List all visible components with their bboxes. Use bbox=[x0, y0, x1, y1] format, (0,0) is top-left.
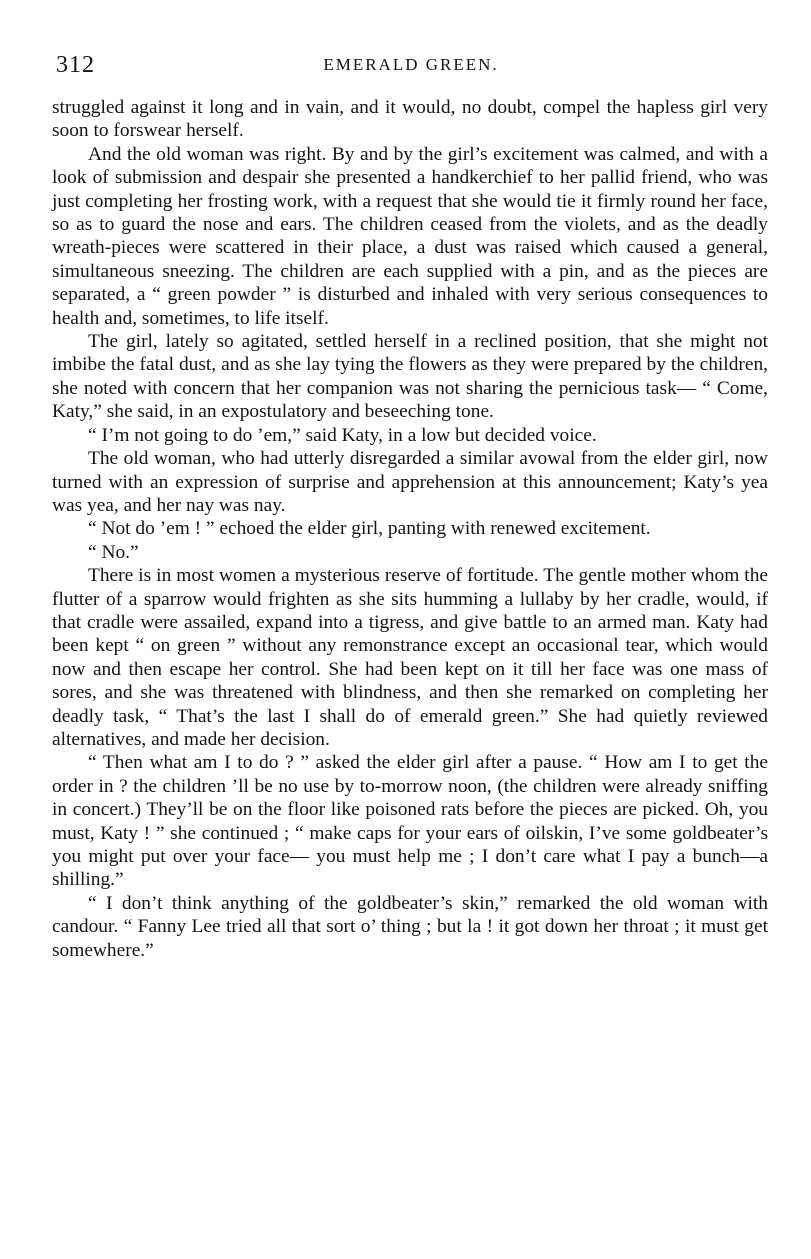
body-text bbox=[52, 96, 768, 962]
paragraph: struggled against it long and in vain, and it would, no doubt, compel the hapless girl very soon to forswear herself. bbox=[52, 97, 768, 142]
page-number: 312 bbox=[56, 52, 95, 78]
paragraph: The girl, lately so agitated, settled herself in a reclined position, that she might not imbibe the fatal dust, and as she lay tying the flowers as they were prepared by the children, she noted with concern that her companion was not sharing the pernicious task— “ Come, Katy,” she said, in an expostulatory and beseeching tone. bbox=[52, 331, 768, 423]
paragraph: “ I’m not going to do ’em,” said Katy, in a low but decided voice. bbox=[88, 424, 597, 446]
paragraph: And the old woman was right. By and by the girl’s excitement was calmed, and with a look of submission and despair she presented a handkerchief to her pallid friend, who was just completing her frosting work, with a request that she would tie it firmly round her face, so as to guard the nose and ears. The children ceased from the violets, and as the deadly wreath-pieces were scattered in their place, a dust was raised which caused a general, simultaneous sneezing. The children are each supplied with a pin, and as the pieces are separated, a “ green powder ” is disturbed and inhaled with very serious consequences to health and, sometimes, to life itself. bbox=[52, 143, 768, 329]
page-header bbox=[56, 48, 766, 82]
paragraph: “ Then what am I to do ? ” asked the elder girl after a pause. “ How am I to get the order in ? the children ’ll be no use by to-morrow noon, (the children were already sniffing in concert.) They’ll be on the floor like poisoned rats before the pieces are picked. Oh, you must, Katy ! ” she continued ; “ make caps for your ears of oilskin, I’ve some goldbeater’s you might put over your face— you must help me ; I don’t care what I pay a bunch—a shilling.” bbox=[52, 752, 768, 891]
paragraph: “ No.” bbox=[88, 541, 139, 563]
paragraph: There is in most women a mysterious reserve of fortitude. The gentle mother whom the flutter of a sparrow would frighten as she sits humming a lullaby by her cradle, would, if that cradle were assailed, expand into a tigress, and give battle to an armed man. Katy had been kept “ on green ” without any remonstrance except an occasional tear, which would now and then escape her control. She had been kept on it till her face was one mass of sores, and she was threatened with blindness, and then she remarked on completing her deadly task, “ That’s the last I shall do of emerald green.” She had quietly reviewed alternatives, and made her decision. bbox=[52, 565, 768, 750]
paragraph: “ Not do ’em ! ” echoed the elder girl, panting with renewed excitement. bbox=[88, 518, 651, 540]
paragraph: “ I don’t think anything of the goldbeater’s skin,” remarked the old woman with candour. “ Fanny Lee tried all that sort o’ thing ; but la ! it got down her throat ; it must get somewhere.” bbox=[52, 892, 768, 961]
paragraph: The old woman, who had utterly disregarded a similar avowal from the elder girl, now turned with an expression of surprise and apprehension at this announcement; Katy’s yea was yea, and her nay was nay. bbox=[52, 448, 768, 516]
running-head: EMERALD GREEN. bbox=[323, 55, 499, 74]
